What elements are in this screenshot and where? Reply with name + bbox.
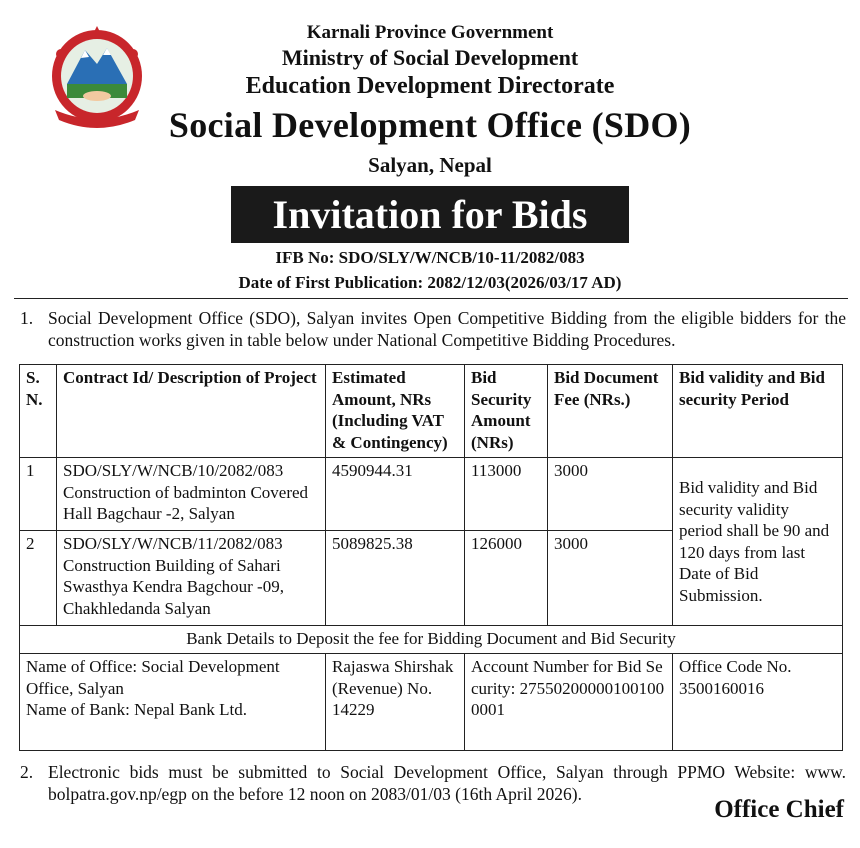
paragraph-number: 2. [20,762,34,782]
row-sn: 1 [20,458,57,531]
header-contract: Contract Id/ Description of Project [57,365,326,458]
province-title: Karnali Province Government [306,22,554,43]
table-header-row [20,365,843,458]
bids-table [19,364,843,751]
row-contract [57,458,326,531]
office-code-cell: Office Code No. 3500160016 [673,654,843,751]
directorate-title: Education Development Directorate [245,73,615,99]
bank-heading: Bank Details to Deposit the fee for Bidding Document and Bid Security [20,626,843,654]
project-description: Construction Building of Sahari Swasthya Kendra Bagchour -09, Chakhledanda Salyan [63,555,284,618]
account-cell: Account Number for Bid Security: 27550200000100100000​1 [465,654,673,751]
office-name: Name of Office: Social Development Office, Salyan [26,657,280,698]
validity-cell: Bid validity and Bid security validity period shall be 90 and 120 days from last Date of Bid Submission. [673,458,843,626]
bank-name: Name of Bank: Nepal Bank Ltd. [26,700,247,719]
signature-office-chief: Office Chief [714,796,844,823]
header-fee: Bid Document Fee (NRs.) [548,365,673,458]
bank-office-cell [20,654,326,751]
row-fee: 3000 [548,458,673,531]
header-sn: S. N. [20,365,57,458]
publication-date: Date of First Publication: 2082/12/03(2026/03/17 AD) [238,273,622,292]
row-sn: 2 [20,531,57,626]
contract-id: SDO/SLY/W/NCB/11/2082/083 [63,534,283,553]
office-location: Salyan, Nepal [368,153,492,177]
header-estimated: Estimated Amount, NRs (Including VAT & Contingency) [326,365,465,458]
contract-id: SDO/SLY/W/NCB/10/2082/083 [63,461,284,480]
ministry-title: Ministry of Social Development [281,45,579,70]
row-fee: 3000 [548,531,673,626]
row-security: 113000 [465,458,548,531]
row-estimated: 4590944.31 [326,458,465,531]
paragraph-text: Electronic bids must be submitted to Social Development Office, Salyan through PPMO Website: www. bolpatra.gov.np/egp on the before 12 noon on 2083/01/03 (16th April 2026). [48,762,846,804]
paragraph-number: 1. [20,308,34,328]
project-description: Construction of badminton Covered Hall Bagchaur -2, Salyan [63,482,309,523]
office-title: Social Development Office (SDO) [168,105,692,145]
row-estimated: 5089825.38 [326,531,465,626]
header-validity: Bid validity and Bid security Period [673,365,843,458]
table-row [20,458,843,531]
paragraph-1 [20,307,846,353]
bank-details-row [20,654,843,751]
header-security: Bid Security Amount (NRs) [465,365,548,458]
invitation-banner: Invitation for Bids [231,186,629,243]
row-security: 126000 [465,531,548,626]
row-contract [57,531,326,626]
bank-heading-row [20,626,843,654]
revenue-cell: Rajaswa Shirshak (Revenue) No. 14229 [326,654,465,751]
divider [14,298,848,299]
ifb-number: IFB No: SDO/SLY/W/NCB/10-11/2082/083 [275,248,585,267]
paragraph-text: Social Development Office (SDO), Salyan invites Open Competitive Bidding from the eligible bidders for the construction works given in table below under National Competitive Bidding Procedures. [48,308,846,350]
